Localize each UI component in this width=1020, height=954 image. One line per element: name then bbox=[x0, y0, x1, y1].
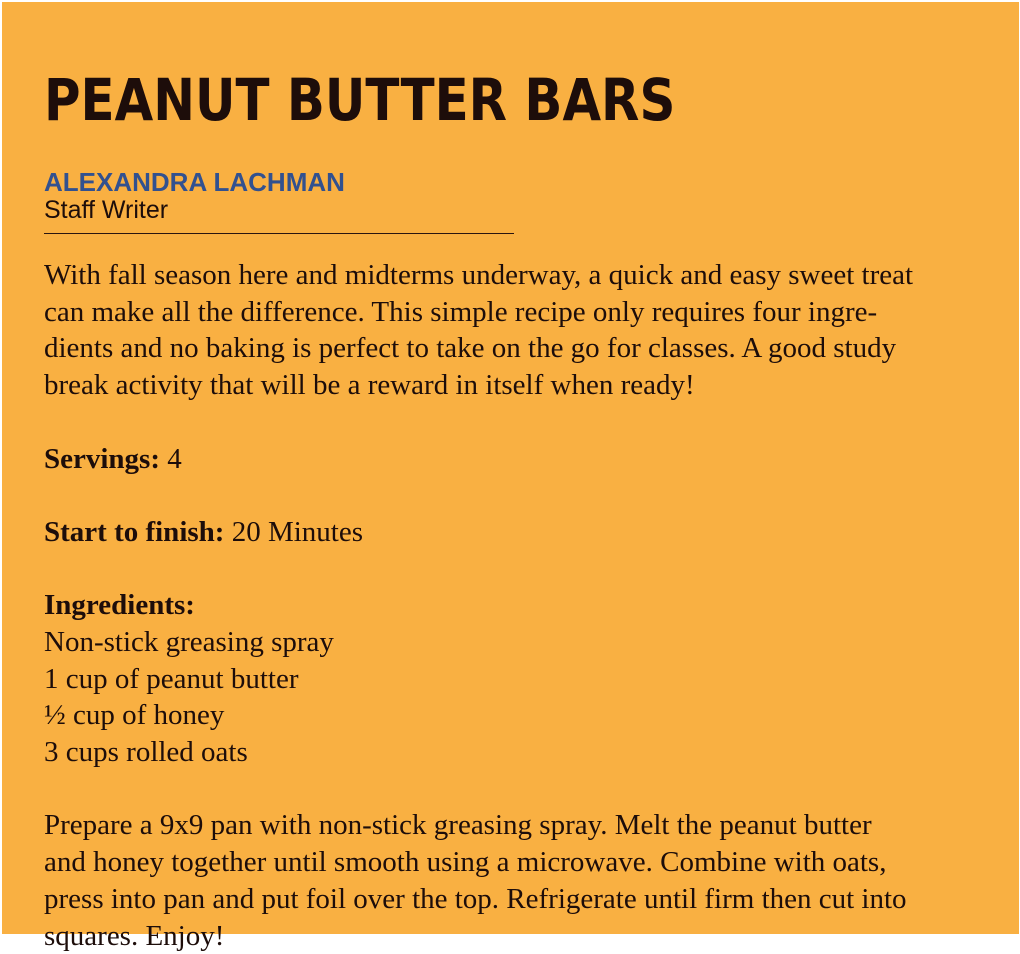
intro-line: With fall season here and midterms underway, a quick and easy sweet treat bbox=[44, 259, 914, 291]
time-value: 20 Minutes bbox=[231, 515, 364, 548]
directions-line: and honey together until smooth using a microwave. Combine with oats, bbox=[44, 846, 887, 879]
intro-paragraph bbox=[44, 257, 984, 404]
ingredient-item: Non-stick greasing spray bbox=[44, 625, 334, 658]
article-page bbox=[2, 2, 1019, 952]
intro-line: can make all the difference. This simple recipe only requires four ingre- bbox=[44, 295, 878, 328]
time-label: Start to finish: bbox=[44, 515, 225, 548]
directions-line: press into pan and put foil over the top. Refrigerate until firm then cut into bbox=[44, 882, 907, 915]
article-body bbox=[44, 257, 984, 954]
byline-divider bbox=[44, 233, 514, 234]
time-line bbox=[44, 514, 984, 551]
directions-line: Prepare a 9x9 pan with non-stick greasing spray. Melt the peanut butter bbox=[44, 809, 872, 842]
directions-line: squares. Enjoy! bbox=[44, 919, 225, 952]
ingredients-section bbox=[44, 587, 984, 771]
servings-value: 4 bbox=[167, 442, 182, 475]
intro-line: break activity that will be a reward in itself when ready! bbox=[44, 369, 695, 402]
author-name: ALEXANDRA LACHMAN bbox=[44, 167, 345, 197]
intro-line: dients and no baking is perfect to take on the go for classes. A good study bbox=[44, 332, 897, 365]
ingredient-item: 3 cups rolled oats bbox=[44, 736, 248, 769]
servings-line bbox=[44, 441, 984, 478]
ingredient-item: 1 cup of peanut butter bbox=[44, 662, 299, 695]
servings-label: Servings: bbox=[44, 442, 160, 475]
ingredient-item: ½ cup of honey bbox=[44, 699, 225, 732]
ingredients-label: Ingredients: bbox=[44, 589, 195, 622]
article-title: PEANUT BUTTER BARS bbox=[44, 66, 676, 134]
directions-paragraph bbox=[44, 807, 984, 954]
author-role: Staff Writer bbox=[44, 196, 169, 224]
